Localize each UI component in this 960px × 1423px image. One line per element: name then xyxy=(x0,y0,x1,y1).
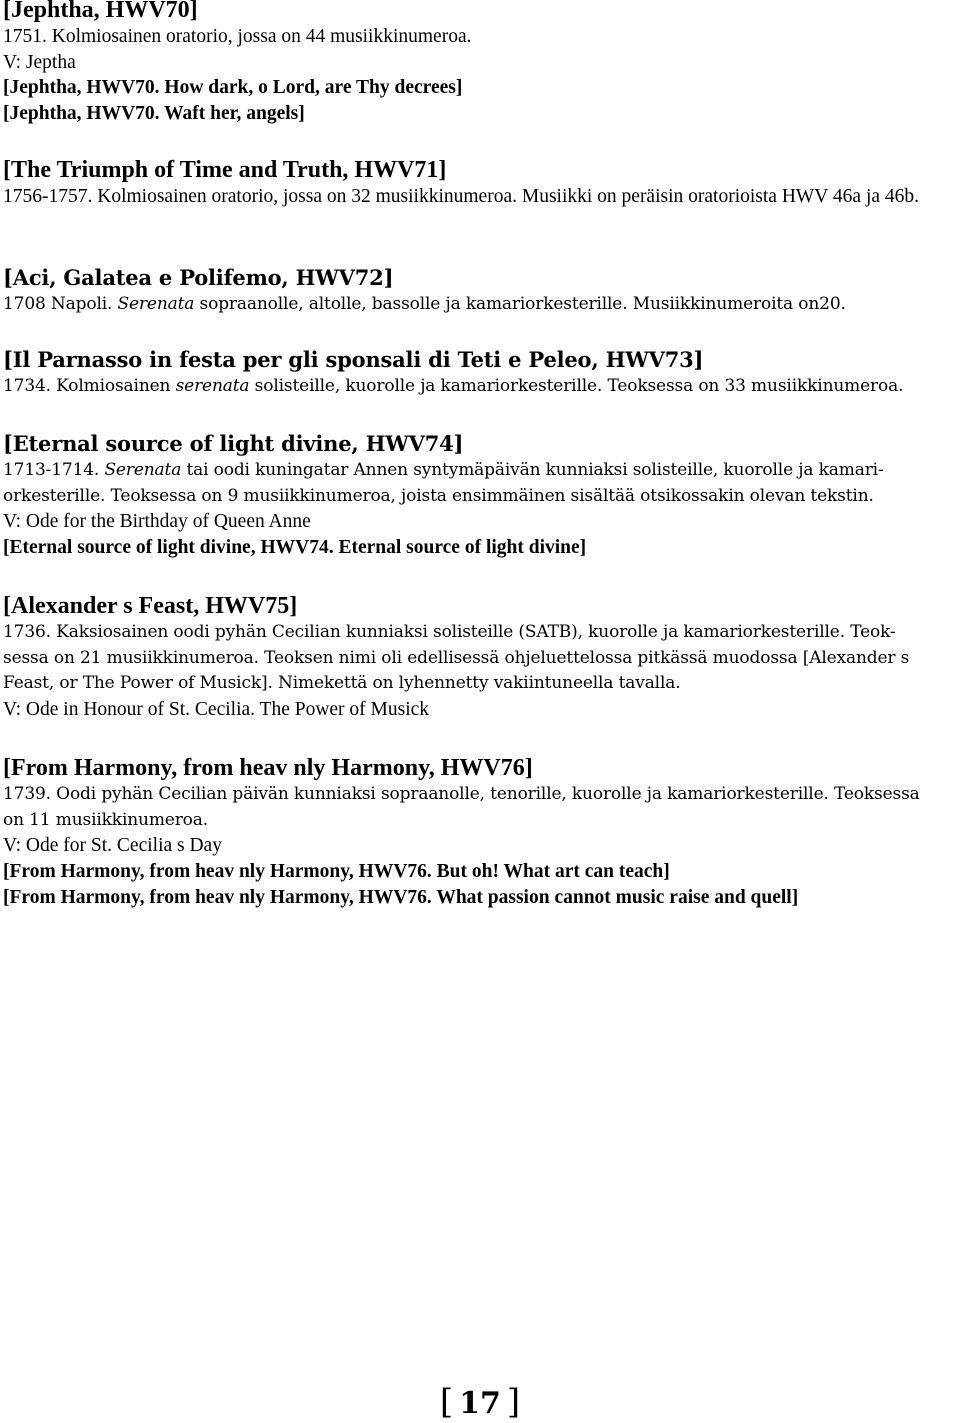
entry-title: [Jephtha, HWV70] xyxy=(3,0,198,23)
entry-description: orkesterille. Teoksessa on 9 musiikkinumeroa, joista ensimmäinen sisältää otsikossakin olevan tekstin. xyxy=(3,485,874,506)
entry-description: on 11 musiikkinumeroa. xyxy=(3,809,209,830)
entry-from-harmony xyxy=(3,754,958,911)
entry-subtitle: [From Harmony, from heav nly Harmony, HWV76. But oh! What art can teach] xyxy=(3,860,670,882)
entry-variant: V: Ode in Honour of St. Cecilia. The Power of Musick xyxy=(3,698,430,720)
page-number-close-bracket: ] xyxy=(506,1382,521,1422)
entry-description: sessa on 21 musiikkinumeroa. Teoksen nimi oli edellisessä ohjeluettelossa pitkässä muodossa [Alexander s xyxy=(3,647,910,668)
entry-aci-galatea xyxy=(3,264,958,318)
entry-title: [Alexander s Feast, HWV75] xyxy=(3,593,298,619)
entry-description: 1739. Oodi pyhän Cecilian päivän kunniaksi sopraanolle, tenorille, kuorolle ja kamariorkesterille. Teoksessa xyxy=(3,784,920,804)
page-number-value: 17 xyxy=(459,1386,501,1421)
entry-description: 1734. Kolmiosainen serenata solisteille, kuorolle ja kamariorkesterille. Teoksessa on 33 musiikkinumeroa. xyxy=(3,376,904,396)
entry-title: [From Harmony, from heav nly Harmony, HWV76] xyxy=(3,755,533,781)
entry-title: [Aci, Galatea e Polifemo, HWV72] xyxy=(3,265,394,290)
page-number xyxy=(0,1382,960,1422)
entry-eternal-source xyxy=(3,430,958,561)
entry-title: [The Triumph of Time and Truth, HWV71] xyxy=(3,157,447,183)
entry-variant: V: Jeptha xyxy=(3,51,76,73)
entry-subtitle: [Jephtha, HWV70. Waft her, angels] xyxy=(3,103,305,124)
entry-subtitle: [Jephtha, HWV70. How dark, o Lord, are Thy decrees] xyxy=(3,77,463,98)
entry-variant: V: Ode for the Birthday of Queen Anne xyxy=(3,511,311,532)
entry-subtitle: [From Harmony, from heav nly Harmony, HWV76. What passion cannot music raise and quell] xyxy=(3,886,799,908)
page-number-open-bracket: [ xyxy=(439,1382,454,1422)
entry-jephtha xyxy=(3,0,958,127)
entry-subtitle: [Eternal source of light divine, HWV74. Eternal source of light divine] xyxy=(3,536,587,558)
entry-description: 1751. Kolmiosainen oratorio, jossa on 44 musiikkinumeroa. xyxy=(3,26,472,47)
entry-title: [Il Parnasso in festa per gli sponsali di Teti e Peleo, HWV73] xyxy=(3,347,704,372)
entry-title: [Eternal source of light divine, HWV74] xyxy=(3,431,464,456)
entry-description: Feast, or The Power of Musick]. Nimekettä on lyhennetty vakiintuneella tavalla. xyxy=(3,673,681,693)
entry-alexanders-feast xyxy=(3,592,958,722)
entry-il-parnasso xyxy=(3,346,958,400)
entry-description: 1756-1757. Kolmiosainen oratorio, jossa on 32 musiikkinumeroa. Musiikki on peräisin oratorioista HWV 46a ja 46b. xyxy=(3,186,920,207)
entry-triumph-of-time xyxy=(3,156,958,210)
entry-variant: V: Ode for St. Cecilia s Day xyxy=(3,835,222,856)
entry-description: 1736. Kaksiosainen oodi pyhän Cecilian kunniaksi solisteille (SATB), kuorolle ja kamariorkesterille. Teok- xyxy=(3,622,896,642)
entry-description: 1713-1714. Serenata tai oodi kuningatar Annen syntymäpäivän kunniaksi solisteille, kuorolle ja kamari- xyxy=(3,460,884,480)
entry-description: 1708 Napoli. Serenata sopraanolle, altolle, bassolle ja kamariorkesterille. Musiikkinumeroita on20. xyxy=(3,294,846,314)
